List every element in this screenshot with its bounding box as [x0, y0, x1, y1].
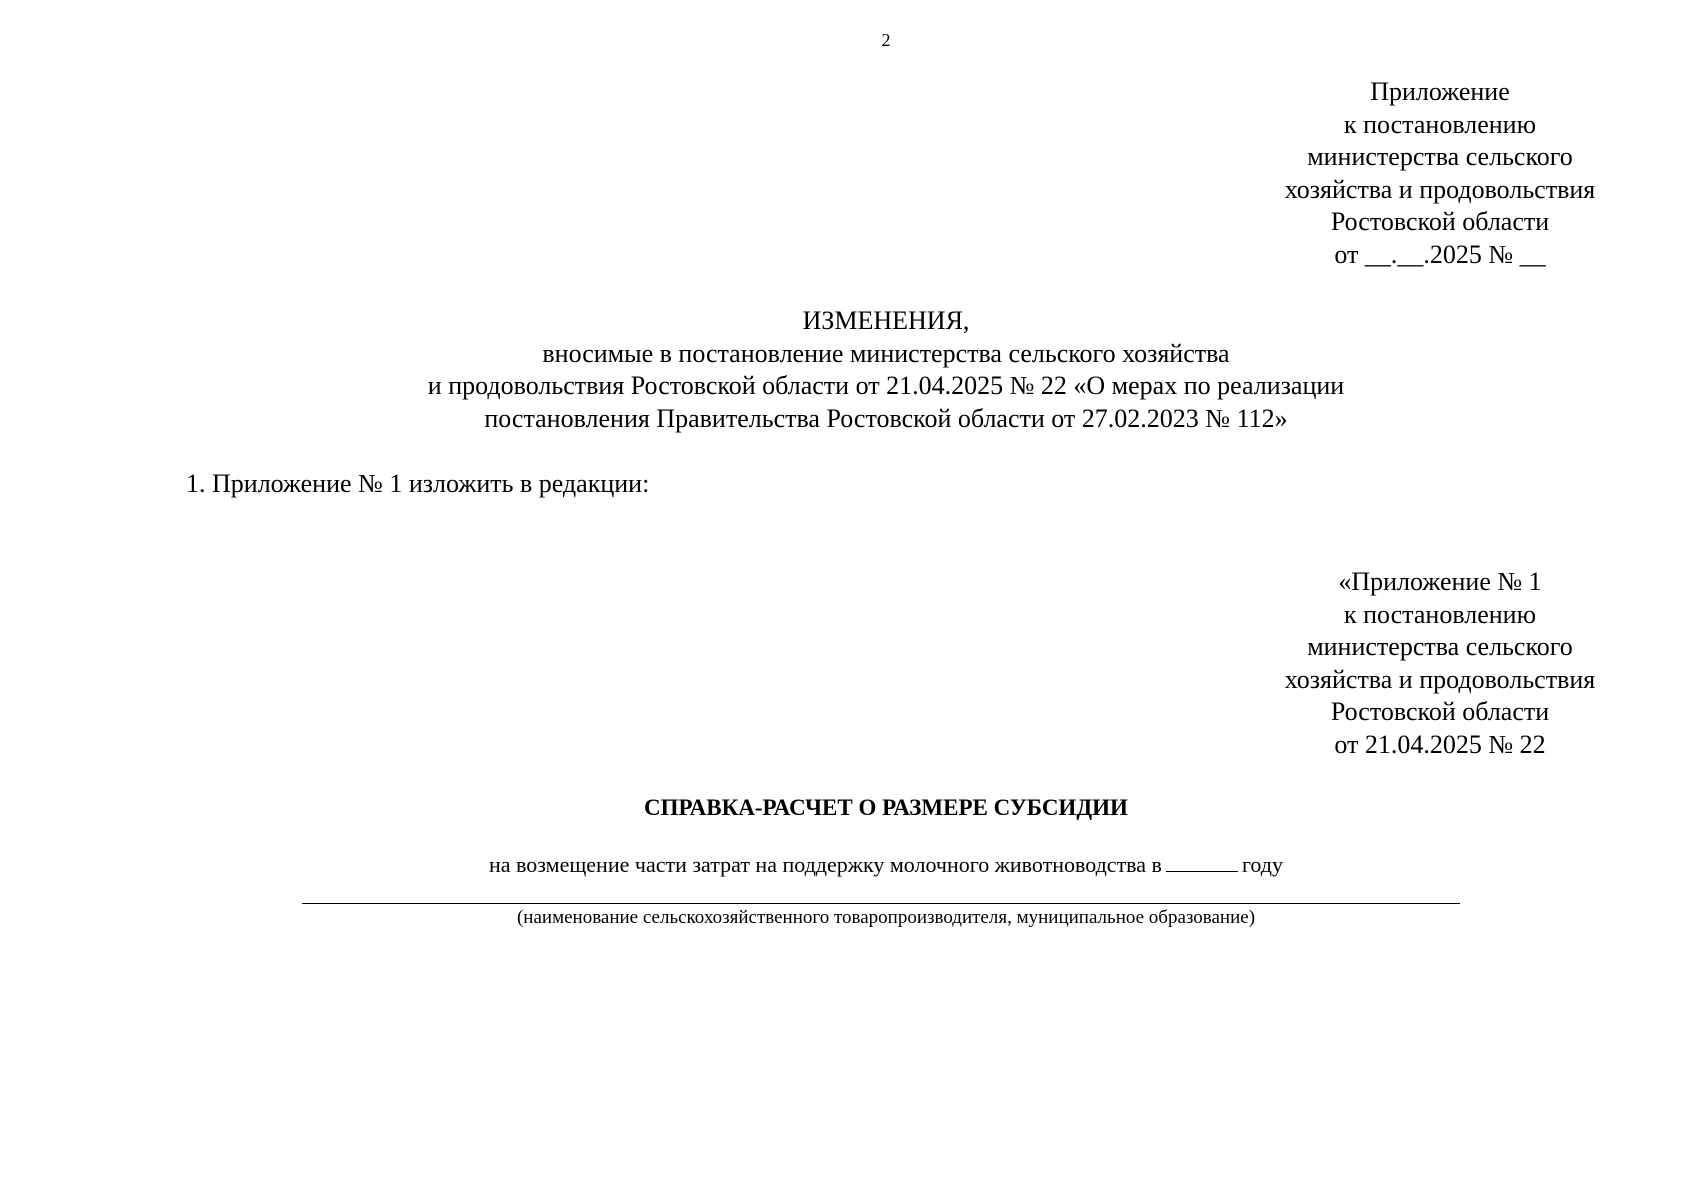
appendix-1-line: от 21.04.2025 № 22	[1334, 729, 1546, 759]
appendix-1-line: к постановлению	[1343, 599, 1537, 629]
appendix-header-line: от __.__.2025 № __	[1334, 239, 1546, 269]
report-title: СПРАВКА-РАСЧЕТ О РАЗМЕРЕ СУБСИДИИ	[644, 795, 1128, 820]
changes-line: постановления Правительства Ростовской области от 27.02.2023 № 112»	[484, 403, 1288, 433]
report-subtitle-year-word: году	[1241, 851, 1283, 877]
appendix-header-line: хозяйства и продовольствия	[1284, 174, 1596, 204]
changes-heading: ИЗМЕНЕНИЯ,	[802, 306, 970, 335]
changes-line: вносимые в постановление министерства сельского хозяйства	[542, 338, 1230, 368]
changes-line: и продовольствия Ростовской области от 21.04.2025 № 22 «О мерах по реализации	[427, 371, 1345, 400]
changes-title-block	[0, 305, 1698, 435]
appendix-1-block	[1240, 566, 1640, 761]
year-blank-field	[1166, 851, 1238, 872]
item-1-text: 1. Приложение № 1 изложить в редакции:	[186, 469, 650, 498]
appendix-1-line: хозяйства и продовольствия	[1284, 664, 1596, 694]
report-subtitle-text: на возмещение части затрат на поддержку молочного животноводства в	[489, 851, 1162, 877]
organization-name-line	[302, 903, 1460, 904]
appendix-header-line: к постановлению	[1343, 109, 1537, 139]
appendix-header-line: министерства сельского	[1307, 142, 1573, 171]
appendix-1-line: министерства сельского	[1307, 632, 1573, 661]
organization-caption: (наименование сельскохозяйственного товаропроизводителя, муниципальное образование)	[516, 907, 1256, 928]
appendix-header-line: Ростовской области	[1330, 207, 1550, 236]
report-subtitle	[0, 851, 1698, 878]
page-number: 2	[881, 30, 891, 50]
appendix-header-block	[1240, 76, 1640, 271]
appendix-header-line: Приложение	[1370, 77, 1510, 106]
appendix-1-line: «Приложение № 1	[1338, 567, 1542, 596]
appendix-1-line: Ростовской области	[1330, 697, 1550, 726]
